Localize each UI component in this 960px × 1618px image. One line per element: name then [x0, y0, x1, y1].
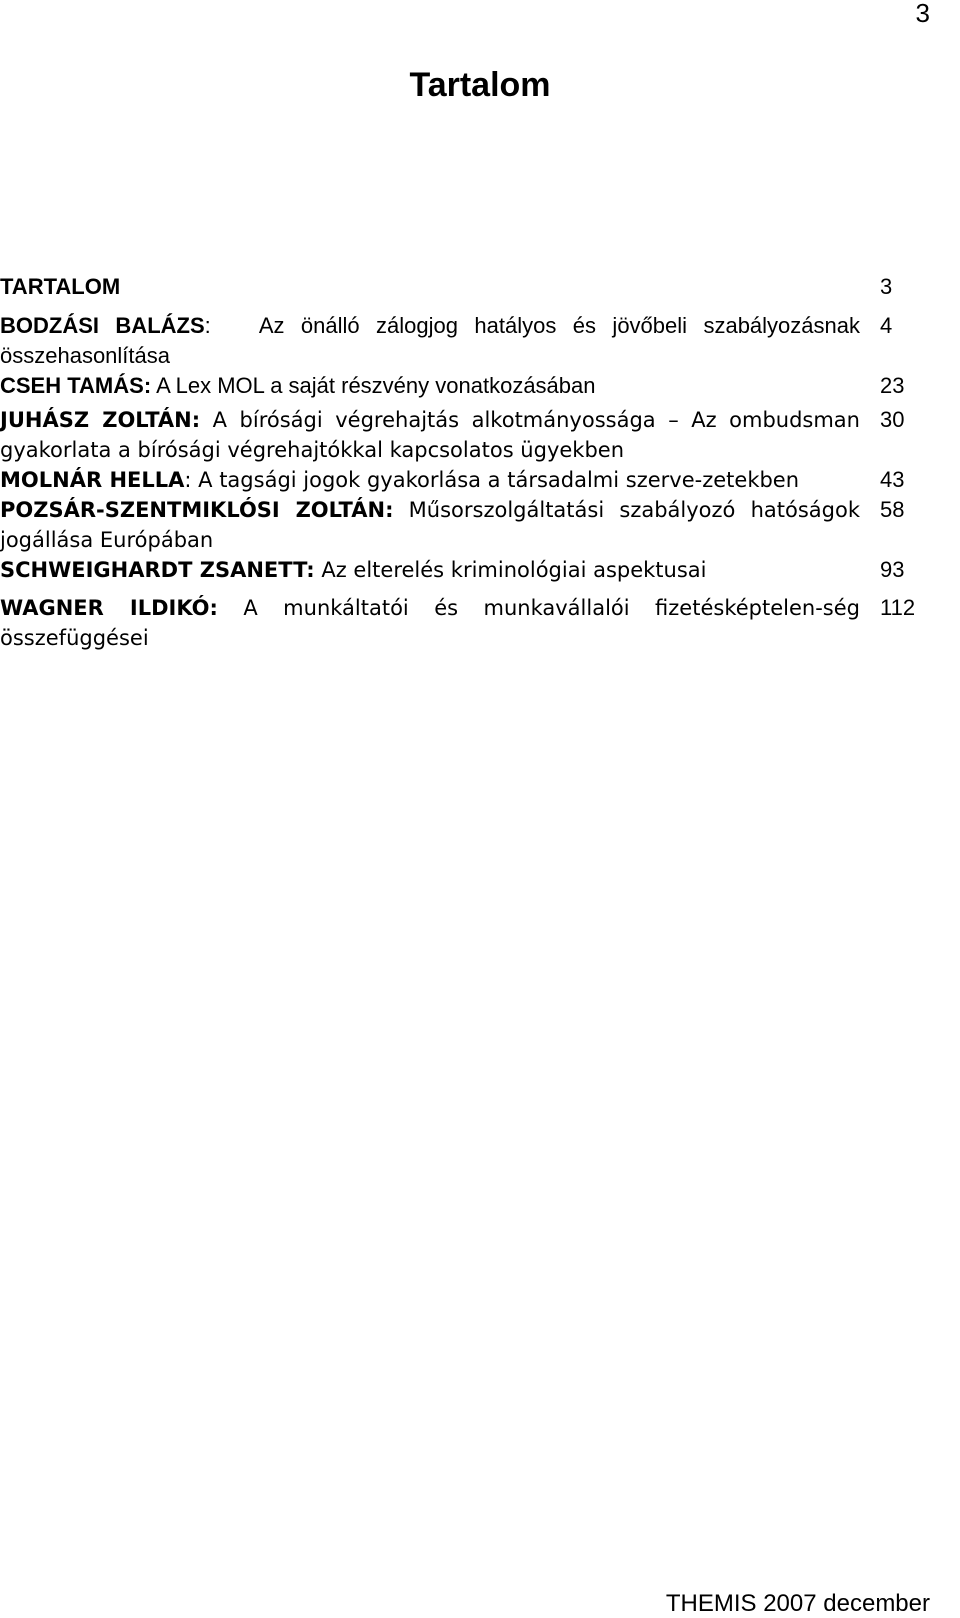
toc-author: POZSÁR-SZENTMIKLÓSI ZOLTÁN:	[0, 498, 394, 522]
toc-title: A munkáltatói és munkavállalói fizetésképtelen-ség összefüggései	[0, 596, 867, 650]
toc-author: BODZÁSI BALÁZS	[0, 313, 205, 338]
page-title: Tartalom	[409, 66, 551, 104]
toc-title: A bírósági végrehajtás alkotmányossága – Az ombudsman gyakorlata a bírósági végrehajtókkal kapcsolatos ügyekben	[0, 408, 867, 462]
toc-author: SCHWEIGHARDT ZSANETT:	[0, 558, 315, 582]
toc-page-number: 112	[880, 595, 916, 620]
toc-author: JUHÁSZ ZOLTÁN:	[0, 408, 201, 432]
page-number: 3	[915, 0, 930, 28]
toc-separator: :	[184, 468, 199, 492]
toc-title: Az elterelés kriminológiai aspektusai	[321, 558, 707, 582]
toc-page-number: 93	[880, 557, 905, 582]
toc-entry-text	[0, 371, 860, 401]
toc-entry-text	[0, 272, 860, 302]
footer-journal-issue: THEMIS 2007 december	[665, 1590, 930, 1617]
toc-author: CSEH TAMÁS:	[0, 373, 152, 398]
toc-entry-text	[0, 495, 867, 555]
toc-title: Az önálló zálogjog hatályos és jövőbeli szabályozásnak összehasonlítása	[0, 313, 867, 368]
toc-page-number: 58	[880, 497, 905, 522]
toc-entry-schweighardt	[0, 555, 930, 585]
toc-entry-cseh	[0, 371, 930, 401]
table-of-contents	[0, 272, 930, 653]
toc-entry-text	[0, 311, 867, 371]
toc-entry-pozsar	[0, 495, 930, 555]
toc-entry-text	[0, 465, 860, 495]
toc-entry-bodzasi	[0, 311, 930, 371]
toc-entry-text	[0, 555, 860, 585]
toc-title: Műsorszolgáltatási szabályozó hatóságok jogállása Európában	[0, 498, 867, 552]
toc-entry-wagner	[0, 593, 930, 653]
toc-page-number: 23	[880, 373, 905, 398]
toc-entry-text	[0, 405, 867, 465]
toc-author: WAGNER ILDIKÓ:	[0, 596, 218, 620]
toc-entry-juhasz	[0, 405, 930, 465]
toc-title: A Lex MOL a saját részvény vonatkozásában	[156, 373, 596, 398]
toc-author: TARTALOM	[0, 274, 121, 299]
toc-entry-molnar	[0, 465, 930, 495]
toc-entry-text	[0, 593, 867, 653]
toc-separator: :	[204, 313, 259, 338]
toc-page-number: 30	[880, 407, 905, 432]
toc-author: MOLNÁR HELLA	[0, 468, 185, 492]
toc-separator	[218, 596, 243, 620]
toc-page-number: 43	[880, 467, 905, 492]
toc-page-number: 4	[880, 313, 893, 338]
toc-page-number: 3	[880, 274, 893, 299]
toc-separator	[200, 408, 213, 432]
toc-separator	[393, 498, 408, 522]
toc-title: A tagsági jogok gyakorlása a társadalmi szerve-zetekben	[198, 468, 800, 492]
toc-entry-tartalom	[0, 272, 930, 302]
